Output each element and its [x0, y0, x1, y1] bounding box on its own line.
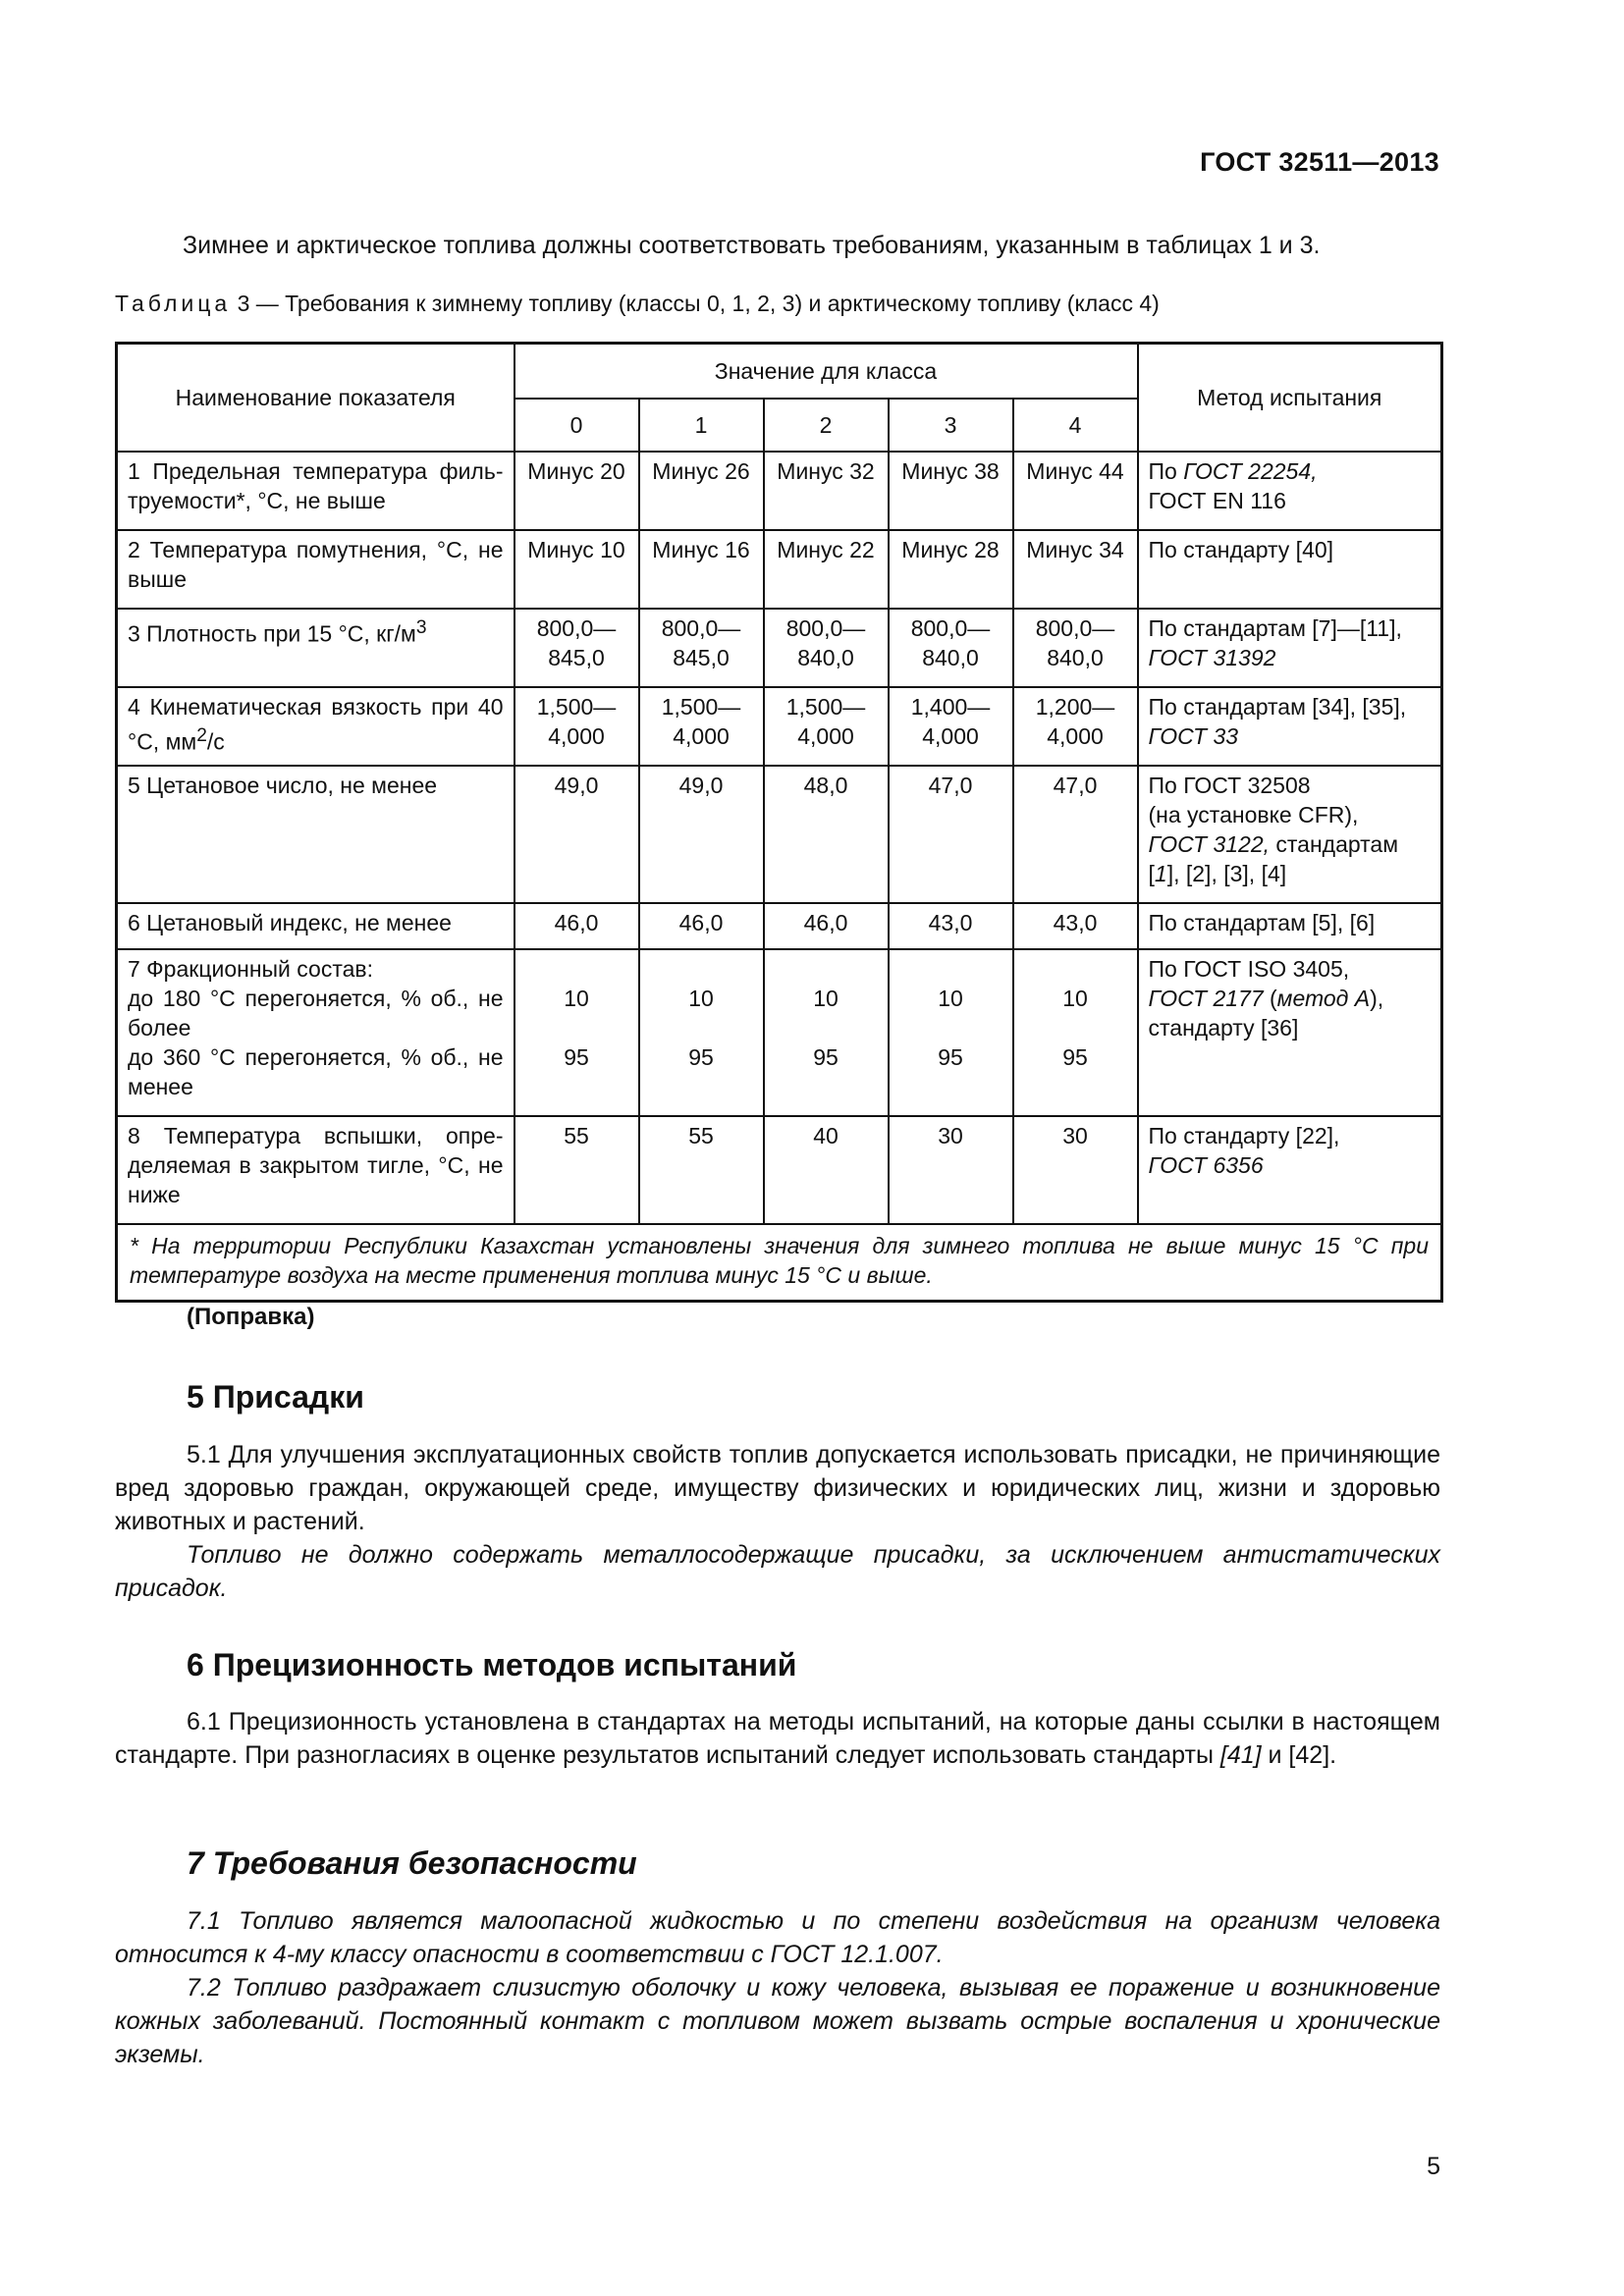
row-value: 55 — [514, 1116, 639, 1224]
value-360: 95 — [938, 1044, 963, 1070]
method-text: ГОСТ EN 116 — [1148, 488, 1286, 513]
table-caption-text: 3 — Требования к зимнему топливу (классы 0, 1, 2, 3) и арктическому топливу (класс 4) — [231, 291, 1160, 316]
row-value: 43,0 — [1013, 903, 1138, 949]
table-footnote: * На территории Республики Казахстан установлены значения для зимнего топлива не выше минус 15 °С при температуре воздуха на месте применения топлива минус 15 °С и выше. — [117, 1224, 1442, 1301]
table-row — [117, 687, 1442, 766]
method-ref: ГОСТ 22254, — [1183, 458, 1318, 484]
method-text: По — [1148, 458, 1184, 484]
row-value: 49,0 — [639, 766, 764, 903]
method-text: По стандарту [22], — [1148, 1123, 1340, 1148]
section-6-paragraph-1 — [115, 1705, 1440, 1772]
row-name-text: 7 Фракционный состав: — [128, 956, 374, 982]
value-180: 10 — [564, 986, 589, 1011]
row-value — [514, 949, 639, 1116]
section-5-paragraph-2 — [115, 1538, 1440, 1605]
row-name: 2 Температура помутнения, °С, не выше — [117, 530, 514, 609]
page-number: 5 — [1427, 2153, 1440, 2180]
row-method: По стандартам [5], [6] — [1138, 903, 1442, 949]
section-7-paragraph-1 — [115, 1904, 1440, 1971]
row-value: 800,0— 845,0 — [639, 609, 764, 687]
method-ref: 1 — [1154, 861, 1167, 886]
requirements-table — [115, 342, 1443, 1303]
method-ref: метод А — [1276, 986, 1371, 1011]
row-value: 55 — [639, 1116, 764, 1224]
intro-paragraph: Зимнее и арктическое топлива должны соответствовать требованиям, указанным в таблицах 1 и 3. — [183, 232, 1321, 259]
paragraph-text-part: и [42]. — [1261, 1741, 1337, 1769]
table-row — [117, 766, 1442, 903]
reference-41: [41] — [1219, 1741, 1262, 1769]
row-name-text: /с — [206, 728, 225, 755]
table-row — [117, 949, 1442, 1116]
row-value: Минус 38 — [889, 452, 1013, 530]
row-value: 1,400— 4,000 — [889, 687, 1013, 766]
value-180: 10 — [1062, 986, 1088, 1011]
table-footnote-row — [117, 1224, 1442, 1301]
header-indicator-name: Наименование показателя — [117, 344, 514, 453]
method-ref: ГОСТ 31392 — [1148, 645, 1276, 670]
row-value: 1,500— 4,000 — [514, 687, 639, 766]
value-180: 10 — [813, 986, 839, 1011]
row-value: 30 — [1013, 1116, 1138, 1224]
paragraph-text-part: 6.1 Прецизионность установлена в стандартах на методы испытаний, на которые даны ссылки в настоящем стандарте. При разногласиях в оценке результатов испытаний следует использовать стандарты — [115, 1708, 1440, 1769]
header-class-4: 4 — [1013, 399, 1138, 452]
row-value: Минус 22 — [764, 530, 889, 609]
method-text: ], [2], [3], [4] — [1166, 861, 1287, 886]
row-value: 1,500— 4,000 — [764, 687, 889, 766]
method-ref: ГОСТ 33 — [1148, 723, 1239, 749]
method-text: По ГОСТ ISO 3405, — [1148, 956, 1350, 982]
row-value: Минус 16 — [639, 530, 764, 609]
row-value: 800,0— 845,0 — [514, 609, 639, 687]
header-test-method: Метод испытания — [1138, 344, 1442, 453]
header-class-0: 0 — [514, 399, 639, 452]
row-method — [1138, 609, 1442, 687]
row-name — [117, 609, 514, 687]
standard-id: ГОСТ 32511—2013 — [1200, 147, 1439, 177]
row-name-text: 4 Кинематическая вязкость при 40 °С, мм — [128, 694, 504, 755]
header-class-2: 2 — [764, 399, 889, 452]
method-ref: ГОСТ 6356 — [1148, 1152, 1264, 1178]
row-method — [1138, 687, 1442, 766]
method-text: стандарту [36] — [1148, 1015, 1299, 1041]
table-row — [117, 1116, 1442, 1224]
section-5-title: 5 Присадки — [187, 1379, 364, 1415]
row-name: 6 Цетановый индекс, не менее — [117, 903, 514, 949]
row-value: 48,0 — [764, 766, 889, 903]
row-name: 1 Предельная температура фильтруемости*, °С, не выше — [117, 452, 514, 530]
table-header-row — [117, 344, 1442, 400]
header-value-group: Значение для класса — [514, 344, 1138, 400]
value-360: 95 — [1062, 1044, 1088, 1070]
row-value: 47,0 — [889, 766, 1013, 903]
row-method — [1138, 949, 1442, 1116]
section-5-paragraph-1 — [115, 1438, 1440, 1538]
row-method — [1138, 452, 1442, 530]
row-value: Минус 32 — [764, 452, 889, 530]
row-name-text: до 180 °С перегоняется, % об., не более — [128, 986, 504, 1041]
method-text: ( — [1263, 986, 1277, 1011]
table-row — [117, 452, 1442, 530]
section-7-title: 7 Требования безопасности — [187, 1845, 637, 1881]
paragraph-text: 7.1 Топливо является малоопасной жидкостью и по степени воздействия на организм человека относится к 4-му классу опасности в соответствии с ГОСТ 12.1.007. — [115, 1907, 1440, 1968]
row-value: Минус 10 — [514, 530, 639, 609]
row-method: По стандарту [40] — [1138, 530, 1442, 609]
table-row — [117, 609, 1442, 687]
method-text: ), — [1370, 986, 1384, 1011]
superscript: 3 — [415, 617, 427, 638]
row-method — [1138, 1116, 1442, 1224]
row-value: Минус 20 — [514, 452, 639, 530]
value-180: 10 — [938, 986, 963, 1011]
superscript: 2 — [196, 725, 207, 746]
method-text: (на установке CFR), — [1148, 802, 1359, 828]
row-value: 30 — [889, 1116, 1013, 1224]
row-name: 5 Цетановое число, не менее — [117, 766, 514, 903]
row-value: Минус 26 — [639, 452, 764, 530]
row-value: 46,0 — [639, 903, 764, 949]
method-text: По стандартам [7]—[11], — [1148, 615, 1402, 641]
row-value: 1,200— 4,000 — [1013, 687, 1138, 766]
method-ref: ГОСТ 3122, — [1148, 831, 1270, 857]
row-value: Минус 34 — [1013, 530, 1138, 609]
row-value — [1013, 949, 1138, 1116]
row-value: 47,0 — [1013, 766, 1138, 903]
row-value: 46,0 — [514, 903, 639, 949]
row-value — [889, 949, 1013, 1116]
row-value: 800,0— 840,0 — [889, 609, 1013, 687]
value-360: 95 — [564, 1044, 589, 1070]
row-name-text: до 360 °С перегоняется, % об., не менее — [128, 1044, 504, 1099]
row-name: 8 Температура вспышки, определяемая в закрытом тигле, °С, не ниже — [117, 1116, 514, 1224]
method-text: По ГОСТ 32508 — [1148, 773, 1311, 798]
section-7-paragraph-2 — [115, 1971, 1440, 2071]
row-name-text: 3 Плотность при 15 °С, кг/м — [128, 620, 416, 647]
row-value: 49,0 — [514, 766, 639, 903]
row-value: 40 — [764, 1116, 889, 1224]
table-row — [117, 903, 1442, 949]
paragraph-text — [115, 1705, 1440, 1772]
paragraph-text: 7.2 Топливо раздражает слизистую оболочку и кожу человека, вызывая ее поражение и возникновение кожных заболеваний. Постоянный контакт с топливом может вызвать острые воспаления и хронические экземы. — [115, 1974, 1440, 2068]
method-text: стандартам [ — [1148, 831, 1399, 886]
value-180: 10 — [688, 986, 714, 1011]
row-value — [639, 949, 764, 1116]
paragraph-text: 5.1 Для улучшения эксплуатационных свойств топлив допускается использовать присадки, не причиняющие вред здоровью граждан, окружающей среде, имуществу физических и юридических лиц, жизни и здоровью животных и растений. — [115, 1441, 1440, 1535]
row-name — [117, 949, 514, 1116]
row-value: 800,0— 840,0 — [1013, 609, 1138, 687]
header-class-3: 3 — [889, 399, 1013, 452]
row-value: Минус 44 — [1013, 452, 1138, 530]
row-value: Минус 28 — [889, 530, 1013, 609]
row-value: 1,500— 4,000 — [639, 687, 764, 766]
row-value: 43,0 — [889, 903, 1013, 949]
table-caption-prefix: Таблица — [115, 291, 232, 316]
table-caption — [115, 291, 1160, 317]
method-ref: ГОСТ 2177 — [1148, 986, 1264, 1011]
row-value: 800,0— 840,0 — [764, 609, 889, 687]
row-method — [1138, 766, 1442, 903]
row-name — [117, 687, 514, 766]
method-text: По стандартам [34], [35], — [1148, 694, 1407, 720]
row-value — [764, 949, 889, 1116]
header-class-1: 1 — [639, 399, 764, 452]
section-6-title: 6 Прецизионность методов испытаний — [187, 1647, 797, 1682]
correction-note: (Поправка) — [187, 1304, 315, 1330]
paragraph-text: Топливо не должно содержать металлосодержащие присадки, за исключением антистатических присадок. — [115, 1541, 1440, 1602]
table-row — [117, 530, 1442, 609]
value-360: 95 — [813, 1044, 839, 1070]
value-360: 95 — [688, 1044, 714, 1070]
row-value: 46,0 — [764, 903, 889, 949]
